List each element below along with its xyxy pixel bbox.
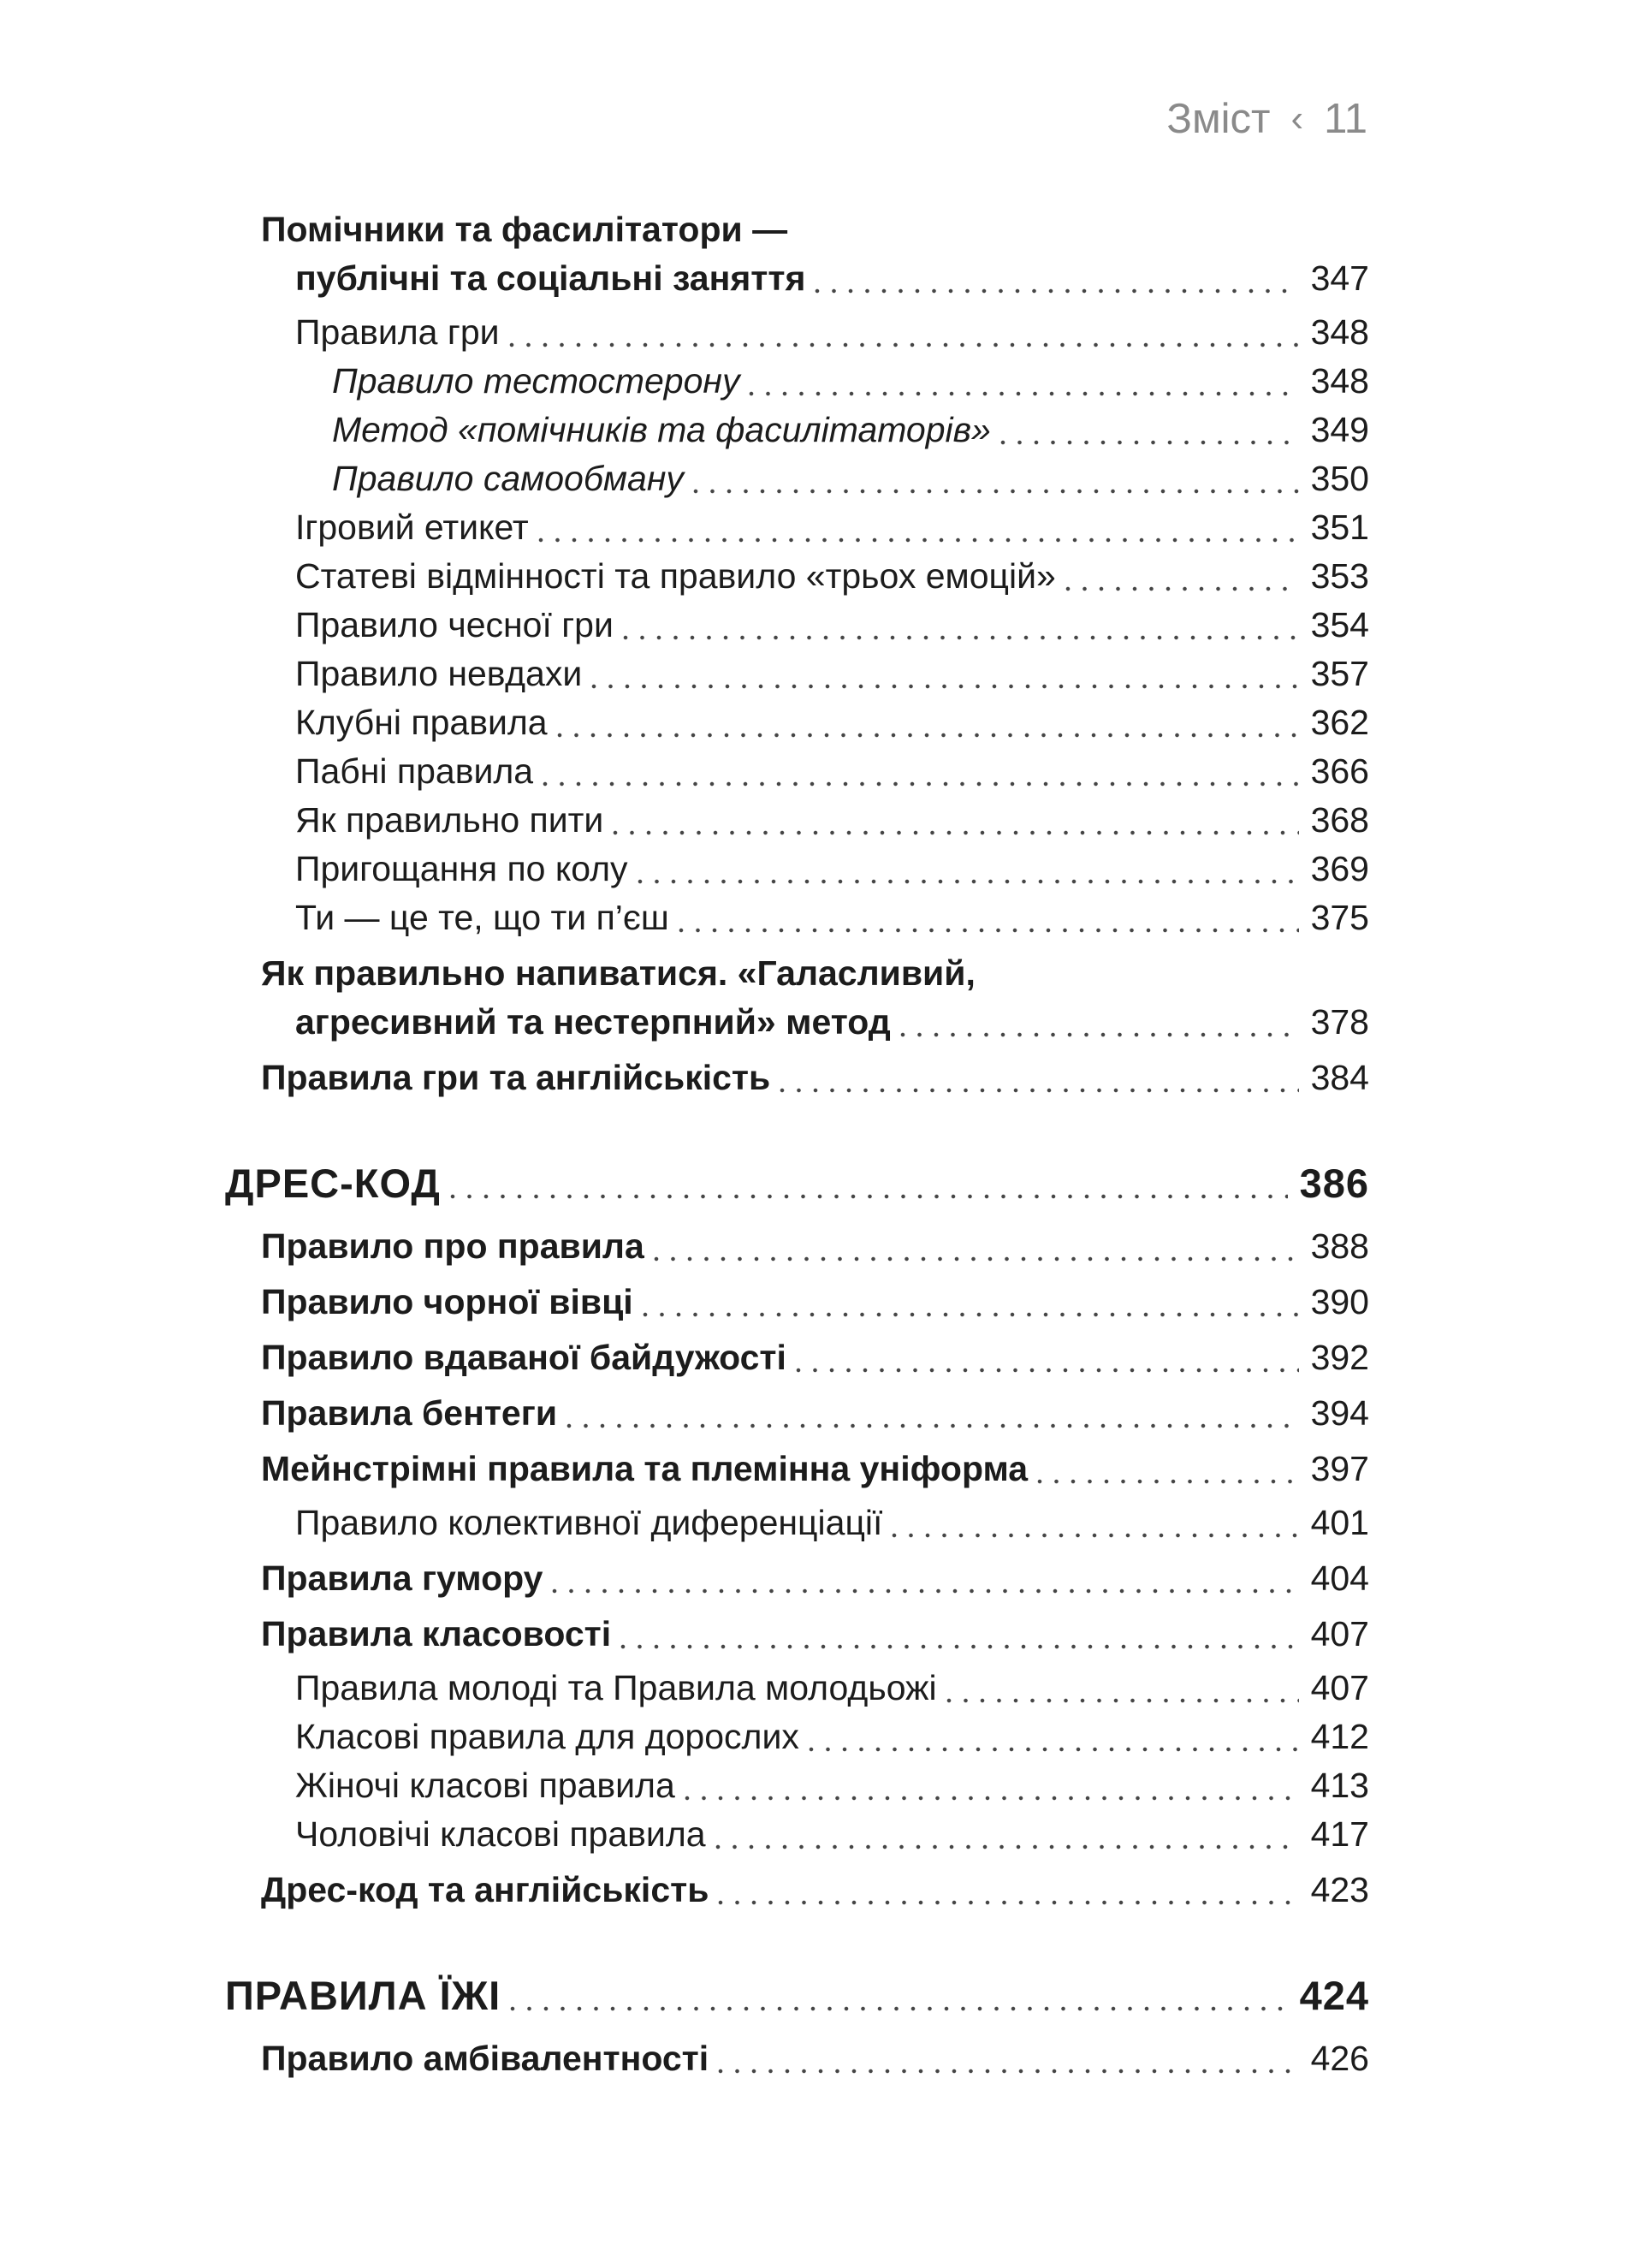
toc-entry <box>225 1810 1369 1859</box>
toc-entry-title: Правило самообману <box>332 459 684 498</box>
toc-entry-line <box>261 1054 1369 1102</box>
toc-entry <box>225 406 1369 454</box>
toc-entry <box>225 949 1369 1047</box>
toc-entry-line <box>295 503 1369 552</box>
toc-entry-title: Клубні правила <box>295 703 548 742</box>
toc-entry-line <box>295 894 1369 942</box>
running-head <box>1166 96 1367 144</box>
toc-entry-title: Дрес-код та англійськість <box>261 1870 709 1909</box>
toc-page-number: 386 <box>1299 1161 1369 1206</box>
toc-entry-title: Як правильно пити <box>295 800 604 840</box>
toc-entry-title: Ігровий етикет <box>295 508 529 547</box>
toc-entry-title: Правила гри та англійськість <box>261 1058 771 1097</box>
toc-page-number: 417 <box>1310 1814 1369 1854</box>
toc-entry-title: Як правильно напиватися. «Галасливий, <box>261 953 976 993</box>
toc-entry-title: Класові правила для дорослих <box>295 1717 799 1756</box>
toc-page-number: 424 <box>1299 1973 1369 2018</box>
dot-leader <box>1065 585 1299 593</box>
toc-entry <box>225 1664 1369 1713</box>
toc-entry-line <box>295 552 1369 601</box>
toc-entry-line <box>295 1761 1369 1810</box>
toc-entry-title: ДРЕС-КОД <box>225 1161 441 1206</box>
toc-page-number: 407 <box>1310 1614 1369 1654</box>
toc-entry-title: Правила гумору <box>261 1559 543 1598</box>
toc-entry-line <box>332 406 1369 454</box>
toc-entry-title: Пабні правила <box>295 751 534 791</box>
toc-page-number: 394 <box>1310 1393 1369 1433</box>
toc-page-number: 392 <box>1310 1338 1369 1377</box>
toc-entry-line <box>295 308 1369 357</box>
toc-page-number: 375 <box>1310 898 1369 937</box>
toc-entry-title: ПРАВИЛА ЇЖІ <box>225 1973 501 2018</box>
toc-page-number: 369 <box>1310 849 1369 888</box>
toc-entry-line <box>261 1333 1369 1382</box>
toc-entry <box>225 796 1369 845</box>
toc-entry-line <box>295 1499 1369 1547</box>
toc-page-number: 351 <box>1310 508 1369 547</box>
toc-entry <box>225 845 1369 894</box>
dot-leader <box>654 1255 1299 1263</box>
toc-entry <box>225 747 1369 796</box>
toc-entry-title: Чоловічі класові правила <box>295 1814 706 1854</box>
dot-leader <box>566 1422 1299 1430</box>
toc-entry <box>225 1610 1369 1659</box>
toc-page-number: 407 <box>1310 1668 1369 1707</box>
toc-page-number: 368 <box>1310 800 1369 840</box>
toc-entry-title: Ти — це те, що ти п’єш <box>295 898 669 937</box>
dot-leader <box>509 341 1299 349</box>
dot-leader <box>715 1843 1299 1851</box>
toc-entry <box>225 1222 1369 1271</box>
toc-entry-line <box>261 1278 1369 1327</box>
toc-entry-line <box>295 747 1369 796</box>
toc-entry-title: Правила гри <box>295 312 500 352</box>
toc-entry-line <box>261 998 1369 1047</box>
toc-page-number: 426 <box>1310 2039 1369 2078</box>
toc-page-number: 388 <box>1310 1226 1369 1266</box>
toc-entry-line <box>225 1969 1369 2022</box>
toc-entry-title: Правила молоді та Правила молодьожі <box>295 1668 937 1707</box>
toc-page-number: 348 <box>1310 312 1369 352</box>
toc-entry-line <box>295 845 1369 894</box>
toc-entry <box>225 1761 1369 1810</box>
toc-entry <box>225 454 1369 503</box>
dot-leader <box>1037 1477 1299 1486</box>
toc-entry <box>225 894 1369 942</box>
toc-page-number: 362 <box>1310 703 1369 742</box>
toc-page-number: 378 <box>1310 1002 1369 1042</box>
toc-page-number: 348 <box>1310 361 1369 401</box>
toc-entry-line <box>225 1157 1369 1210</box>
dot-leader <box>643 1310 1299 1319</box>
running-head-page-number: 11 <box>1324 96 1367 142</box>
toc-entry-title: Правило про правила <box>261 1226 644 1266</box>
dot-leader <box>543 780 1298 788</box>
toc-entry <box>225 1713 1369 1761</box>
toc-page-number: 357 <box>1310 654 1369 693</box>
dot-leader <box>613 828 1298 837</box>
toc-page-number: 412 <box>1310 1717 1369 1756</box>
dot-leader <box>796 1366 1299 1374</box>
toc-entry-line <box>332 454 1369 503</box>
dot-leader <box>693 487 1299 496</box>
dot-leader <box>718 1898 1298 1907</box>
toc-entry-line <box>295 1664 1369 1713</box>
toc-entry-line <box>295 601 1369 650</box>
toc-entry <box>225 552 1369 601</box>
toc-entry <box>225 2034 1369 2083</box>
dot-leader <box>809 1745 1299 1754</box>
dot-leader <box>557 731 1299 739</box>
toc-page-number: 353 <box>1310 556 1369 596</box>
table-of-contents <box>225 199 1369 2088</box>
toc-entry-title: Метод «помічників та фасилітаторів» <box>332 410 991 449</box>
toc-entry <box>225 698 1369 747</box>
toc-entry-line <box>261 1389 1369 1438</box>
toc-entry-title: Правило колективної диференціації <box>295 1503 883 1542</box>
toc-entry-title: Правило амбівалентності <box>261 2039 709 2078</box>
toc-entry-title: публічні та соціальні заняття <box>295 258 806 298</box>
toc-page-number: 401 <box>1310 1503 1369 1542</box>
toc-entry-line <box>261 1610 1369 1659</box>
dot-leader <box>591 682 1298 691</box>
toc-entry-title: Правило вдаваної байдужості <box>261 1338 786 1377</box>
dot-leader <box>780 1086 1298 1095</box>
toc-entry <box>225 650 1369 698</box>
toc-page-number: 349 <box>1310 410 1369 449</box>
toc-entry-title: Правило чорної вівці <box>261 1282 633 1321</box>
toc-entry-line <box>261 1554 1369 1603</box>
dot-leader <box>510 2004 1287 2013</box>
toc-page-number: 404 <box>1310 1559 1369 1598</box>
toc-entry-line <box>295 698 1369 747</box>
toc-entry-line <box>261 1866 1369 1915</box>
toc-entry-title: Правило невдахи <box>295 654 583 693</box>
toc-entry <box>225 1554 1369 1603</box>
toc-entry <box>225 1333 1369 1382</box>
dot-leader <box>620 1642 1298 1651</box>
toc-entry-title: Правило тестостерону <box>332 361 740 401</box>
dot-leader <box>450 1192 1288 1201</box>
dot-leader <box>638 877 1299 886</box>
toc-entry-line <box>261 949 1369 998</box>
toc-page-number: 384 <box>1310 1058 1369 1097</box>
toc-page-number: 397 <box>1310 1449 1369 1488</box>
dot-leader <box>1000 438 1299 447</box>
toc-entry-title: Статеві відмінності та правило «трьох емоцій» <box>295 556 1056 596</box>
toc-page-number: 413 <box>1310 1766 1369 1805</box>
toc-entry-line <box>295 1713 1369 1761</box>
toc-entry <box>225 1054 1369 1102</box>
dot-leader <box>900 1030 1299 1039</box>
toc-entry-line <box>295 1810 1369 1859</box>
toc-entry <box>225 503 1369 552</box>
dot-leader <box>623 633 1299 642</box>
toc-page-number: 423 <box>1310 1870 1369 1909</box>
toc-entry <box>225 1278 1369 1327</box>
toc-entry <box>225 601 1369 650</box>
toc-entry <box>225 205 1369 303</box>
toc-section-entry <box>225 1969 1369 2022</box>
dot-leader <box>946 1696 1299 1705</box>
toc-entry-title: Жіночі класові правила <box>295 1766 675 1805</box>
toc-entry-title: Правила класовості <box>261 1614 612 1654</box>
dot-leader <box>538 536 1299 544</box>
toc-entry <box>225 1445 1369 1493</box>
toc-page-number: 350 <box>1310 459 1369 498</box>
toc-page-number: 347 <box>1310 258 1369 298</box>
dot-leader <box>685 1794 1299 1802</box>
toc-entry <box>225 1499 1369 1547</box>
toc-entry <box>225 357 1369 406</box>
toc-entry-title: Мейнстрімні правила та племінна уніформа <box>261 1449 1029 1488</box>
toc-entry-line <box>261 2034 1369 2083</box>
toc-entry-title: Помічники та фасилітатори — <box>261 210 788 249</box>
chevron-left-icon: ‹ <box>1290 98 1304 140</box>
toc-entry-line <box>261 1445 1369 1493</box>
toc-entry-line <box>332 357 1369 406</box>
toc-entry-line <box>295 650 1369 698</box>
toc-entry-line <box>261 205 1369 254</box>
dot-leader <box>749 389 1298 398</box>
toc-entry-line <box>261 254 1369 303</box>
toc-entry-title: Пригощання по колу <box>295 849 628 888</box>
toc-entry <box>225 1389 1369 1438</box>
toc-page-number: 354 <box>1310 605 1369 644</box>
toc-entry-line <box>295 796 1369 845</box>
dot-leader <box>718 2067 1298 2075</box>
dot-leader <box>679 926 1299 935</box>
toc-entry <box>225 308 1369 357</box>
toc-page-number: 390 <box>1310 1282 1369 1321</box>
dot-leader <box>552 1587 1298 1595</box>
running-head-title: Зміст <box>1166 96 1271 142</box>
toc-entry <box>225 1866 1369 1915</box>
toc-entry-title: Правило чесної гри <box>295 605 614 644</box>
toc-entry-line <box>261 1222 1369 1271</box>
toc-section-entry <box>225 1157 1369 1210</box>
toc-entry-title: Правила бентеги <box>261 1393 558 1433</box>
dot-leader <box>815 287 1298 295</box>
toc-entry-title: агресивний та нестерпний» метод <box>295 1002 891 1042</box>
dot-leader <box>892 1531 1298 1540</box>
toc-page-number: 366 <box>1310 751 1369 791</box>
